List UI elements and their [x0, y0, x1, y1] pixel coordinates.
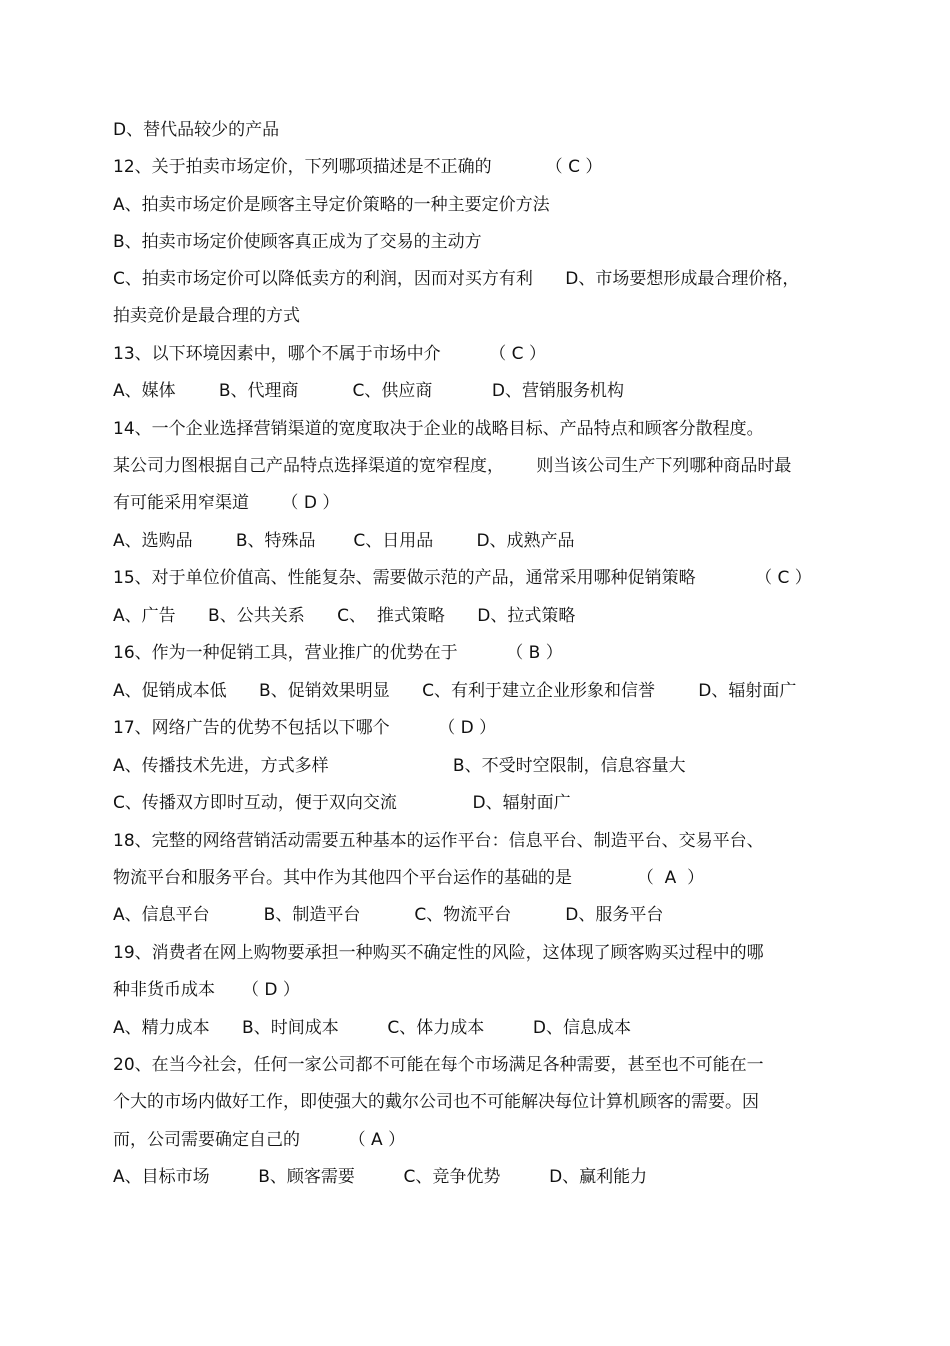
text-line: C、拍卖市场定价可以降低卖方的利润，因而对买方有利 D、市场要想形成最合理价格，: [113, 269, 800, 289]
text-line: A、目标市场 B、顾客需要 C、竞争优势 D、赢利能力: [113, 1167, 648, 1187]
text-line: 而，公司需要确定自己的 （ A ）: [113, 1130, 406, 1150]
text-line: 某公司力图根据自己产品特点选择渠道的宽窄程度， 则当该公司生产下列哪种商品时最: [113, 456, 792, 476]
text-line: 种非货币成本 （ D ）: [113, 980, 300, 1000]
text-line: 17、网络广告的优势不包括以下哪个 （ D ）: [113, 718, 497, 738]
text-line: A、传播技术先进，方式多样 B、不受时空限制，信息容量大: [113, 756, 686, 776]
text-line: 14、一个企业选择营销渠道的宽度取决于企业的战略目标、产品特点和顾客分散程度。: [113, 419, 764, 439]
text-line: D、替代品较少的产品: [113, 120, 280, 140]
text-line: A、选购品 B、特殊品 C、日用品 D、成熟产品: [113, 531, 575, 551]
text-line: 12、关于拍卖市场定价，下列哪项描述是不正确的 （ C ）: [113, 157, 603, 177]
text-line: 19、消费者在网上购物要承担一种购买不确定性的风险，这体现了顾客购买过程中的哪: [113, 943, 764, 963]
text-line: A、广告 B、公共关系 C、 推式策略 D、拉式策略: [113, 606, 576, 626]
text-line: A、信息平台 B、制造平台 C、物流平台 D、服务平台: [113, 905, 664, 925]
text-line: A、促销成本低 B、促销效果明显 C、有利于建立企业形象和信誉 D、辐射面广: [113, 681, 797, 701]
text-line: 拍卖竞价是最合理的方式: [113, 306, 300, 326]
text-line: A、精力成本 B、时间成本 C、体力成本 D、信息成本: [113, 1018, 631, 1038]
text-line: 物流平台和服务平台。其中作为其他四个平台运作的基础的是 （ A ）: [113, 868, 705, 888]
text-line: B、拍卖市场定价使顾客真正成为了交易的主动方: [113, 232, 482, 252]
text-line: A、拍卖市场定价是顾客主导定价策略的一种主要定价方法: [113, 195, 550, 215]
text-line: 16、作为一种促销工具，营业推广的优势在于 （ B ）: [113, 643, 563, 663]
text-line: 20、在当今社会，任何一家公司都不可能在每个市场满足各种需要，甚至也不可能在一: [113, 1055, 764, 1075]
text-line: 有可能采用窄渠道 （ D ）: [113, 493, 340, 513]
text-line: 18、完整的网络营销活动需要五种基本的运作平台：信息平台、制造平台、交易平台、: [113, 831, 764, 851]
text-line: 13、以下环境因素中，哪个不属于市场中介 （ C ）: [113, 344, 546, 364]
text-line: 15、对于单位价值高、性能复杂、需要做示范的产品，通常采用哪种促销策略 （ C ）: [113, 568, 812, 588]
text-line: C、传播双方即时互动，便于双向交流 D、辐射面广: [113, 793, 571, 813]
text-line: A、媒体 B、代理商 C、供应商 D、营销服务机构: [113, 381, 624, 401]
text-line: 个大的市场内做好工作，即使强大的戴尔公司也不可能解决每位计算机顾客的需要。因: [113, 1092, 759, 1112]
